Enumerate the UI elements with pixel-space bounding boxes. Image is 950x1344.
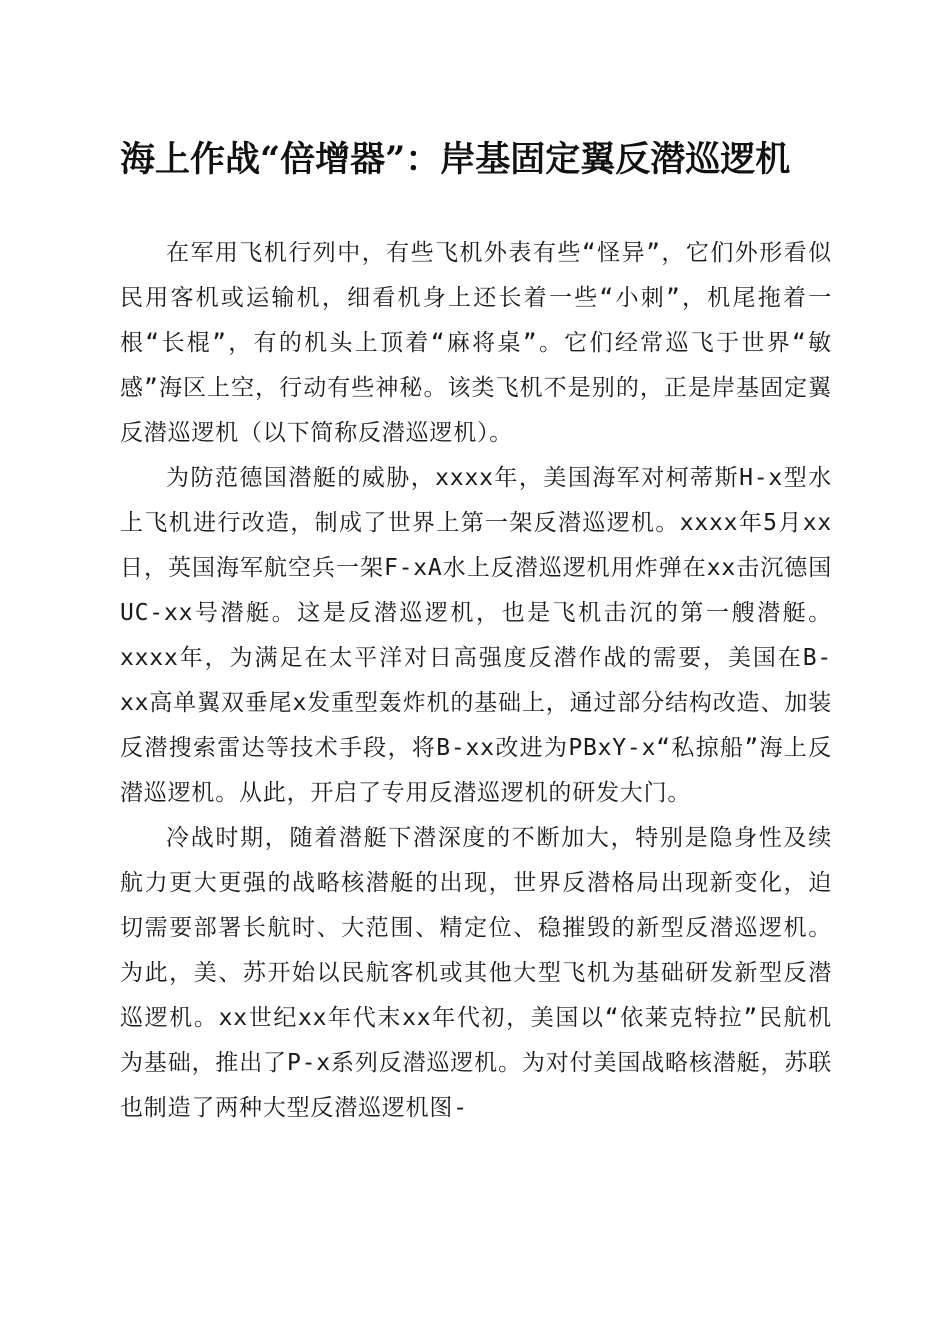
document-title: 海上作战“倍增器”：岸基固定翼反潜巡逻机 [120,139,791,180]
paragraph-3: 冷战时期，随着潜艇下潜深度的不断加大，特别是隐身性及续航力更大更强的战略核潜艇的出现，世界反潜格局出现新变化，迫切需要部署长航时、大范围、精定位、稳摧毁的新型反潜巡逻机。为此，美、苏开始以民航客机或其他大型飞机为基础研发新型反潜巡逻机。xx世纪xx年代末xx年代初，美国以“依莱克特拉”民航机为基础，推出了P-x系列反潜巡逻机。为对付美国战略核潜艇，苏联也制造了两种大型反潜巡逻机图- [120,825,832,1121]
paragraph-2: 为防范德国潜艇的威胁，xxxx年，美国海军对柯蒂斯H-x型水上飞机进行改造，制成了世界上第一架反潜巡逻机。xxxx年5月xx日，英国海军航空兵一架F-xA水上反潜巡逻机用炸弹在xx击沉德国UC-xx号潜艇。这是反潜巡逻机，也是飞机击沉的第一艘潜艇。xxxx年，为满足在太平洋对日高强度反潜作战的需要，美国在B-xx高单翼双垂尾x发重型轰炸机的基础上，通过部分结构改造、加装反潜搜索雷达等技术手段，将B-xx改进为PBxY-x“私掠船”海上反潜巡逻机。从此，开启了专用反潜巡逻机的研发大门。 [120,465,832,806]
paragraph-1: 在军用飞机行列中，有些飞机外表有些“怪异”，它们外形看似民用客机或运输机，细看机身上还长着一些“小刺”，机尾拖着一根“长棍”，有的机头上顶着“麻将桌”。它们经常巡飞于世界“敏感”海区上空，行动有些神秘。该类飞机不是别的，正是岸基固定翼反潜巡逻机（以下简称反潜巡逻机）。 [120,240,832,446]
document-body [120,231,832,1131]
